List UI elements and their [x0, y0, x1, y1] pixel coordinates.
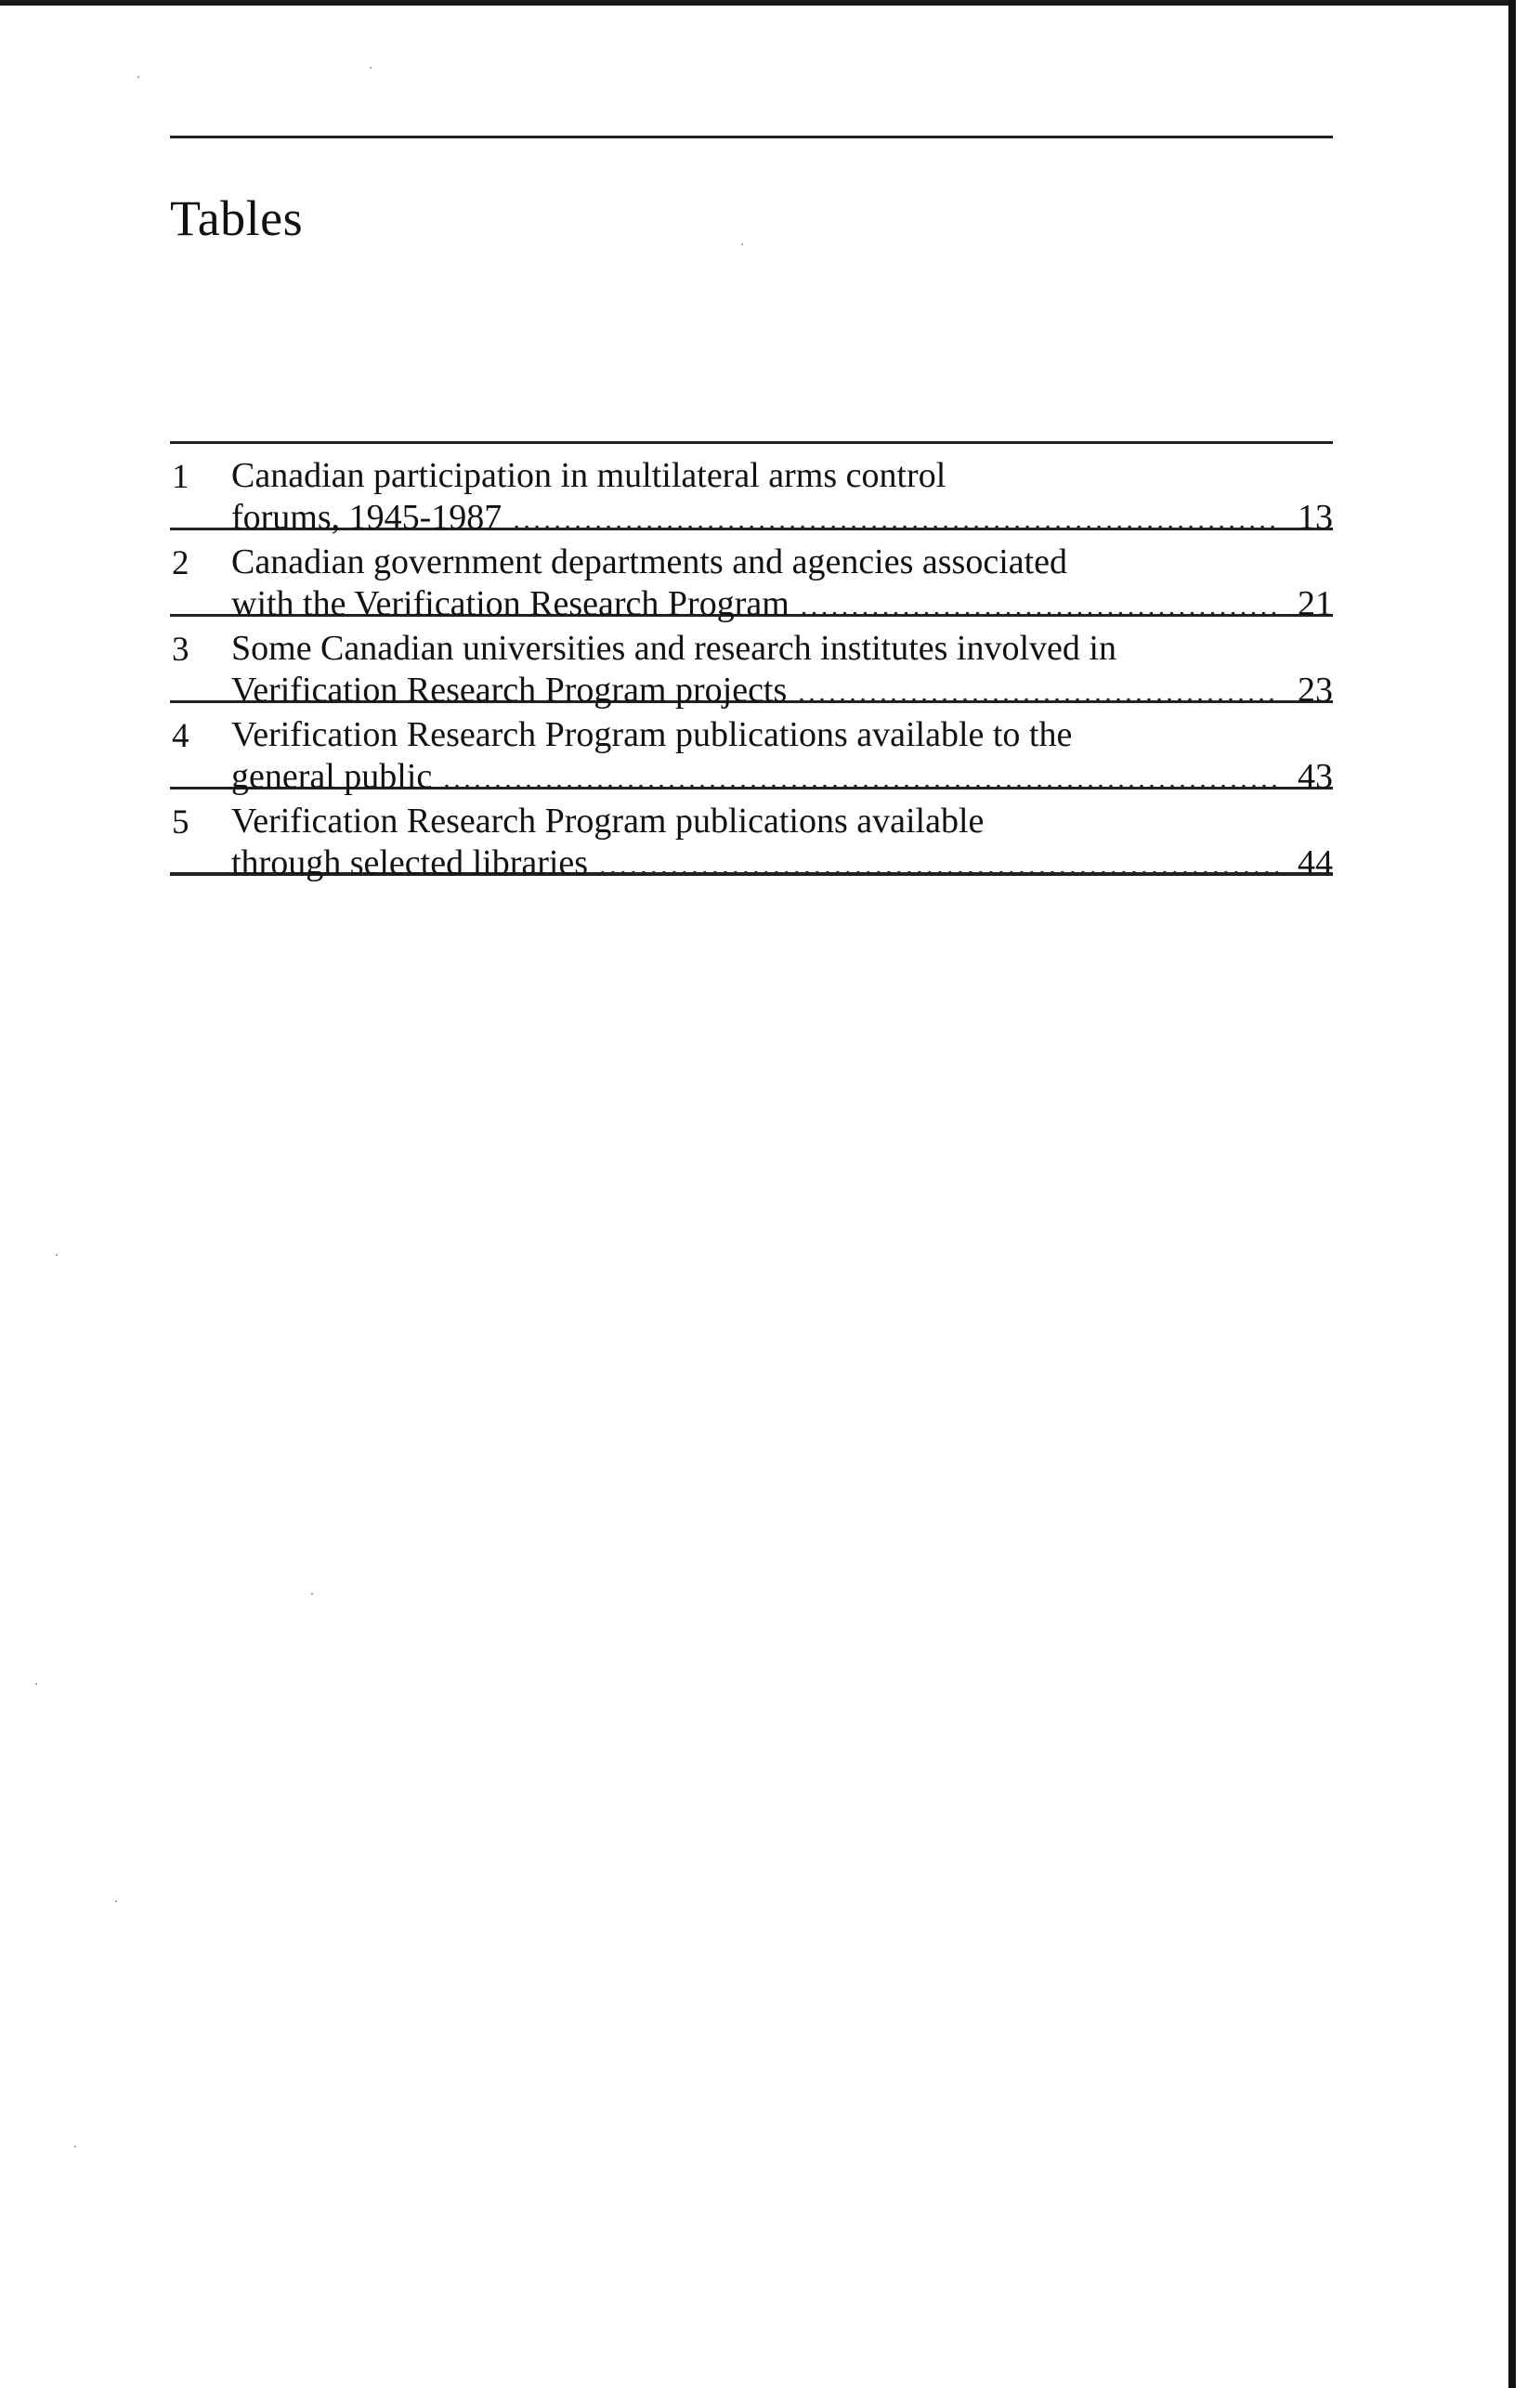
- entry-number: 5: [172, 803, 189, 842]
- entry-page-number: 44: [1298, 843, 1333, 882]
- entry-title-line-2-text: with the Verification Research Program: [231, 584, 790, 623]
- entry-title-line-1: Verification Research Program publications available to the: [231, 715, 1073, 754]
- entry-title-line-1: Canadian government departments and agencies associated: [231, 542, 1068, 581]
- entry-number: 2: [172, 544, 189, 582]
- table-entry-2[interactable]: [170, 530, 1333, 623]
- entry-title-line-1: Verification Research Program publications available: [231, 802, 985, 841]
- scan-speck: [74, 2146, 76, 2147]
- entry-title-line-2: [231, 842, 1333, 884]
- entry-title-line-2-text: forums, 1945-1987: [231, 498, 502, 537]
- scan-speck: [741, 243, 743, 245]
- table-entry-1[interactable]: [170, 444, 1333, 537]
- table-entry-4[interactable]: [170, 703, 1333, 796]
- header-rule: [170, 136, 1333, 138]
- entry-title-line-2-text: through selected libraries: [231, 843, 589, 882]
- table-list: [170, 441, 1333, 882]
- scan-speck: [137, 76, 139, 78]
- scan-top-border: [0, 0, 1540, 6]
- entry-title: [231, 801, 1333, 884]
- table-entry-3[interactable]: [170, 617, 1333, 710]
- page-title: Tables: [170, 190, 304, 246]
- entry-title: [231, 455, 1333, 539]
- entry-page-number: 43: [1298, 757, 1333, 796]
- scan-speck: [56, 1254, 58, 1256]
- entry-title-line-2-text: Verification Research Program projects: [231, 671, 788, 710]
- dot-leader: [599, 847, 1279, 884]
- entry-title-line-2-text: general public: [231, 757, 433, 796]
- entry-number: 3: [172, 631, 189, 669]
- entry-title-line-1: Some Canadian universities and research institutes involved in: [231, 629, 1116, 668]
- scan-speck: [370, 67, 372, 69]
- entry-title: [231, 714, 1333, 798]
- scan-speck: [311, 1593, 313, 1595]
- entry-title: [231, 628, 1333, 711]
- entry-number: 4: [172, 717, 189, 755]
- entry-page-number: 21: [1298, 584, 1333, 623]
- scan-right-border: [1508, 0, 1516, 2388]
- scan-speck: [35, 1683, 37, 1685]
- entry-page-number: 13: [1298, 498, 1333, 537]
- scan-margin: [1516, 0, 1540, 2388]
- scan-speck: [115, 1900, 117, 1902]
- entry-title-line-1: Canadian participation in multilateral arms control: [231, 456, 946, 495]
- entry-number: 1: [172, 458, 189, 496]
- entry-page-number: 23: [1298, 671, 1333, 710]
- entry-title: [231, 542, 1333, 625]
- table-entry-5[interactable]: [170, 789, 1333, 882]
